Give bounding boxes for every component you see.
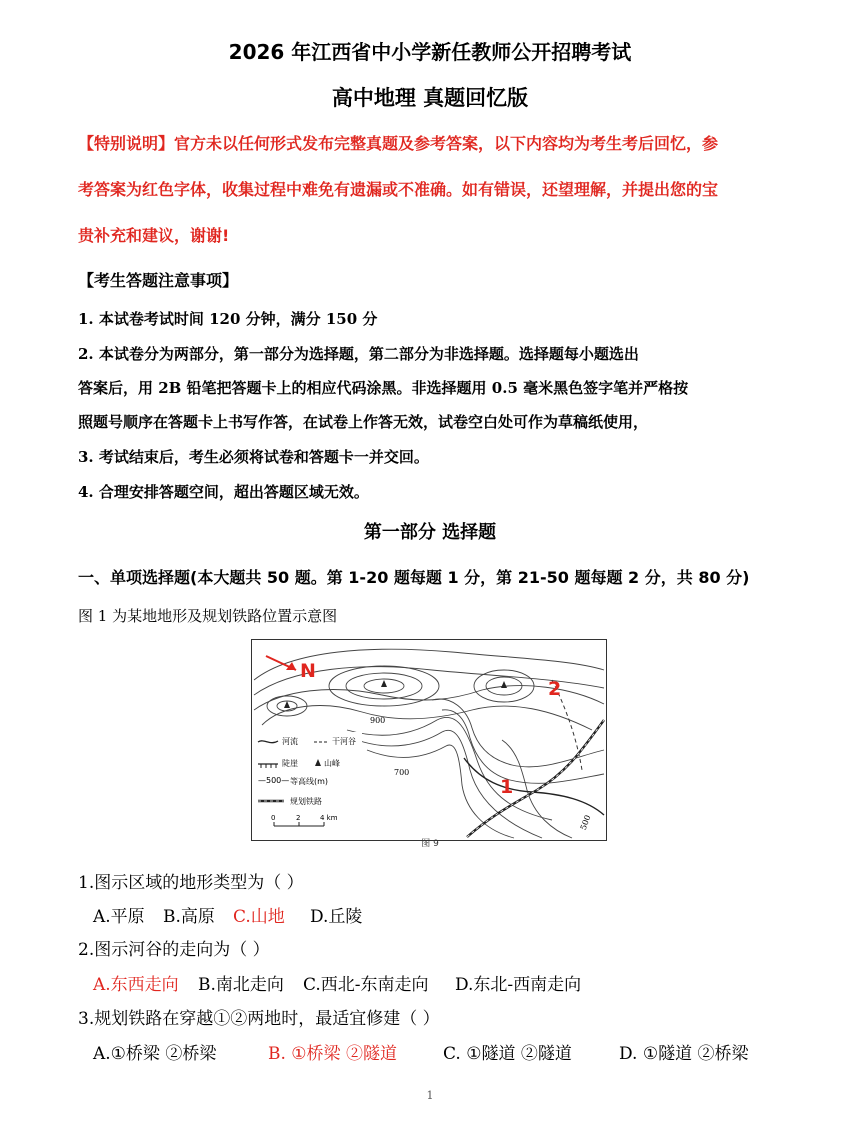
scale-label-4km: 4 km [320,814,338,822]
scale-label-0: 0 [271,814,276,822]
contour-900-label: 900 [370,716,386,725]
figure-label: 图 9 [421,839,439,849]
instruction-item-1: 1. 本试卷考试时间 120 分钟，满分 150 分 [78,310,378,328]
contour-line [262,706,592,730]
contour-700-label: 700 [394,768,410,777]
topographic-map [251,639,607,841]
point-1-label: 1 [500,776,514,798]
instructions-heading: 【考生答题注意事项】 [78,271,239,290]
instruction-item-3: 3. 考试结束后，考生必须将试卷和答题卡一并交回。 [78,448,429,466]
exam-title: 2026 年江西省中小学新任教师公开招聘考试 [228,40,632,64]
contour-line [442,710,604,784]
question-1-option-d: D.丘陵 [310,907,363,927]
point-2-label: 2 [548,678,562,700]
question-2-option-a: A.东西走向 [93,975,179,995]
question-1-stem: 1.图示区域的地形类型为（ ） [78,873,304,893]
north-label: N [300,660,316,682]
peak-icon [284,701,290,708]
peak-icon [501,681,507,688]
instruction-item-2-line-2: 答案后，用 2B 铅笔把答题卡上的相应代码涂黑。非选择题用 0.5 毫米黑色签字笔并严格按 [78,379,689,397]
legend-contour-label: 等高线(m) [290,777,329,786]
question-1-option-a: A.平原 [93,907,145,927]
question-2-stem: 2.图示河谷的走向为（ ） [78,940,270,960]
page-number: 1 [426,1089,434,1102]
legend-peak-label: 山峰 [324,759,340,768]
legend-railway-label: 规划铁路 [290,797,322,806]
question-2-option-c: C.西北-东南走向 [303,975,429,995]
question-3-option-b: B. ①桥梁 ②隧道 [268,1044,397,1064]
instruction-item-4: 4. 合理安排答题空间，超出答题区域无效。 [78,483,369,501]
notice-line-2: 考答案为红色字体，收集过程中难免有遗漏或不准确。如有错误，还望理解，并提出您的宝 [78,180,719,199]
legend-cliff-label: 陡崖 [282,759,298,768]
contour-500-label: 500 [578,813,593,832]
question-3-option-d: D. ①隧道 ②桥梁 [619,1044,749,1064]
figure-caption: 图 1 为某地地形及规划铁路位置示意图 [78,607,338,625]
question-1-option-b: B.高原 [163,907,215,927]
legend-dry-valley-label: 干河谷 [332,737,356,746]
question-3-option-c: C. ①隧道 ②隧道 [443,1044,572,1064]
notice-line-1: 【特别说明】官方未以任何形式发布完整真题及参考答案，以下内容均为考生考后回忆，参 [78,134,719,153]
contour-line [357,730,542,838]
instruction-item-2-line-1: 2. 本试卷分为两部分，第一部分为选择题，第二部分为非选择题。选择题每小题选出 [78,345,639,363]
question-1-option-c: C.山地 [233,907,285,927]
question-3-stem: 3.规划铁路在穿越①②两地时，最适宜修建（ ） [78,1009,440,1029]
instruction-item-2-line-3: 照题号顺序在答题卡上书写作答，在试卷上作答无效，试卷空白处可作为草稿纸使用， [78,413,649,431]
notice-line-3: 贵补充和建议，谢谢! [78,226,230,245]
part-heading: 一、单项选择题(本大题共 50 题。第 1-20 题每题 1 分，第 21-50 题每题 2 分，共 80 分) [78,568,750,587]
section-title: 第一部分 选择题 [363,522,497,543]
scale-label-2: 2 [296,814,301,822]
peak-icon [381,680,387,687]
exam-subtitle: 高中地理 真题回忆版 [331,86,529,110]
legend-river-label: 河流 [282,737,298,746]
legend-contour-sample: —500— [258,776,290,785]
contour-line [367,745,514,838]
question-3-option-a: A.①桥梁 ②桥梁 [93,1044,217,1064]
question-2-option-b: B.南北走向 [198,975,284,995]
question-2-option-d: D.东北-西南走向 [455,975,582,995]
